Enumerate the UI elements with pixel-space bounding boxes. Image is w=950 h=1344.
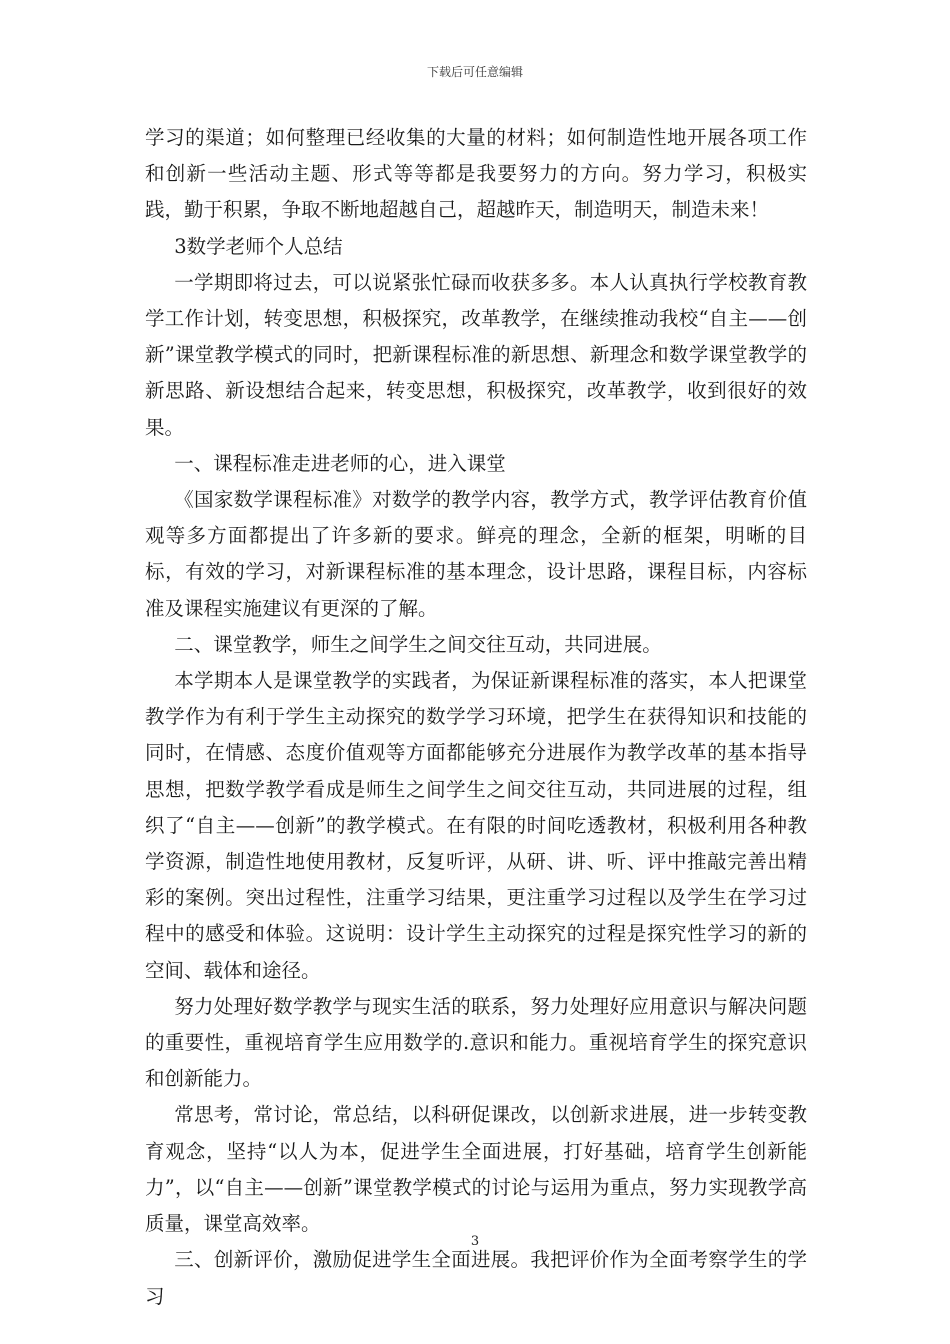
- page-number: 3: [470, 1234, 480, 1249]
- paragraph: 《国家数学课程标准》对数学的教学内容，教学方式，教学评估教育价值观等多方面都提出了许多新的要求。鲜亮的理念，全新的框架，明晰的目标，有效的学习，对新课程标准的基本理念，设计思路，课程目标，内容标准及课程实施建议有更深的了解。: [145, 488, 807, 620]
- paragraph: 常思考，常讨论，常总结，以科研促课改，以创新求进展，进一步转变教育观念，坚持“以人为本，促进学生全面进展，打好基础，培育学生创新能力”，以“自主——创新”课堂教学模式的讨论与运用为重点，努力实现教学高质量，课堂高效率。: [145, 1103, 807, 1236]
- paragraph: 本学期本人是课堂教学的实践者，为保证新课程标准的落实，本人把课堂教学作为有利于学生主动探究的数学学习环境，把学生在获得知识和技能的同时，在情感、态度价值观等方面都能够充分进展作为教学改革的基本指导思想，把数学教学看成是师生之间学生之间交往互动，共同进展的过程，组织了“自主——创新”的教学模式。在有限的时间吃透教材，积极利用各种教学资源，制造性地使用教材，反复听评，从研、讲、听、评中推敲完善出精彩的案例。突出过程性，注重学习结果，更注重学习过程以及学生在学习过程中的感受和体验。这说明：设计学生主动探究的过程是探究性学习的新的空间、载体和途径。: [145, 669, 807, 982]
- document-body: [145, 120, 807, 1315]
- paragraph: 努力处理好数学教学与现实生活的联系，努力处理好应用意识与解决问题的重要性，重视培育学生应用数学的.意识和能力。重视培育学生的探究意识和创新能力。: [145, 994, 807, 1091]
- paragraph: 一学期即将过去，可以说紧张忙碌而收获多多。本人认真执行学校教育教学工作计划，转变思想，积极探究，改革教学，在继续推动我校“自主——创新”课堂教学模式的同时，把新课程标准的新思想、新理念和数学课堂教学的新思路、新设想结合起来，转变思想，积极探究，改革教学，收到很好的效果。: [145, 270, 807, 439]
- paragraph-continuation: 学习的渠道；如何整理已经收集的大量的材料；如何制造性地开展各项工作和创新一些活动主题、形式等等都是我要努力的方向。努力学习，积极实践，勤于积累，争取不断地超越自己，超越昨天，制造明天，制造未来！: [145, 126, 807, 222]
- section-heading-3: 三、创新评价，激励促进学生全面进展。我把评价作为全面考察学生的学习: [145, 1248, 807, 1308]
- section-heading-2: 二、课堂教学，师生之间学生之间交往互动，共同进展。: [174, 632, 662, 656]
- page-header: 下载后可任意编辑: [426, 65, 523, 79]
- section-title: 3数学老师个人总结: [174, 234, 343, 258]
- section-heading-1: 一、课程标准走进老师的心，进入课堂: [174, 451, 506, 475]
